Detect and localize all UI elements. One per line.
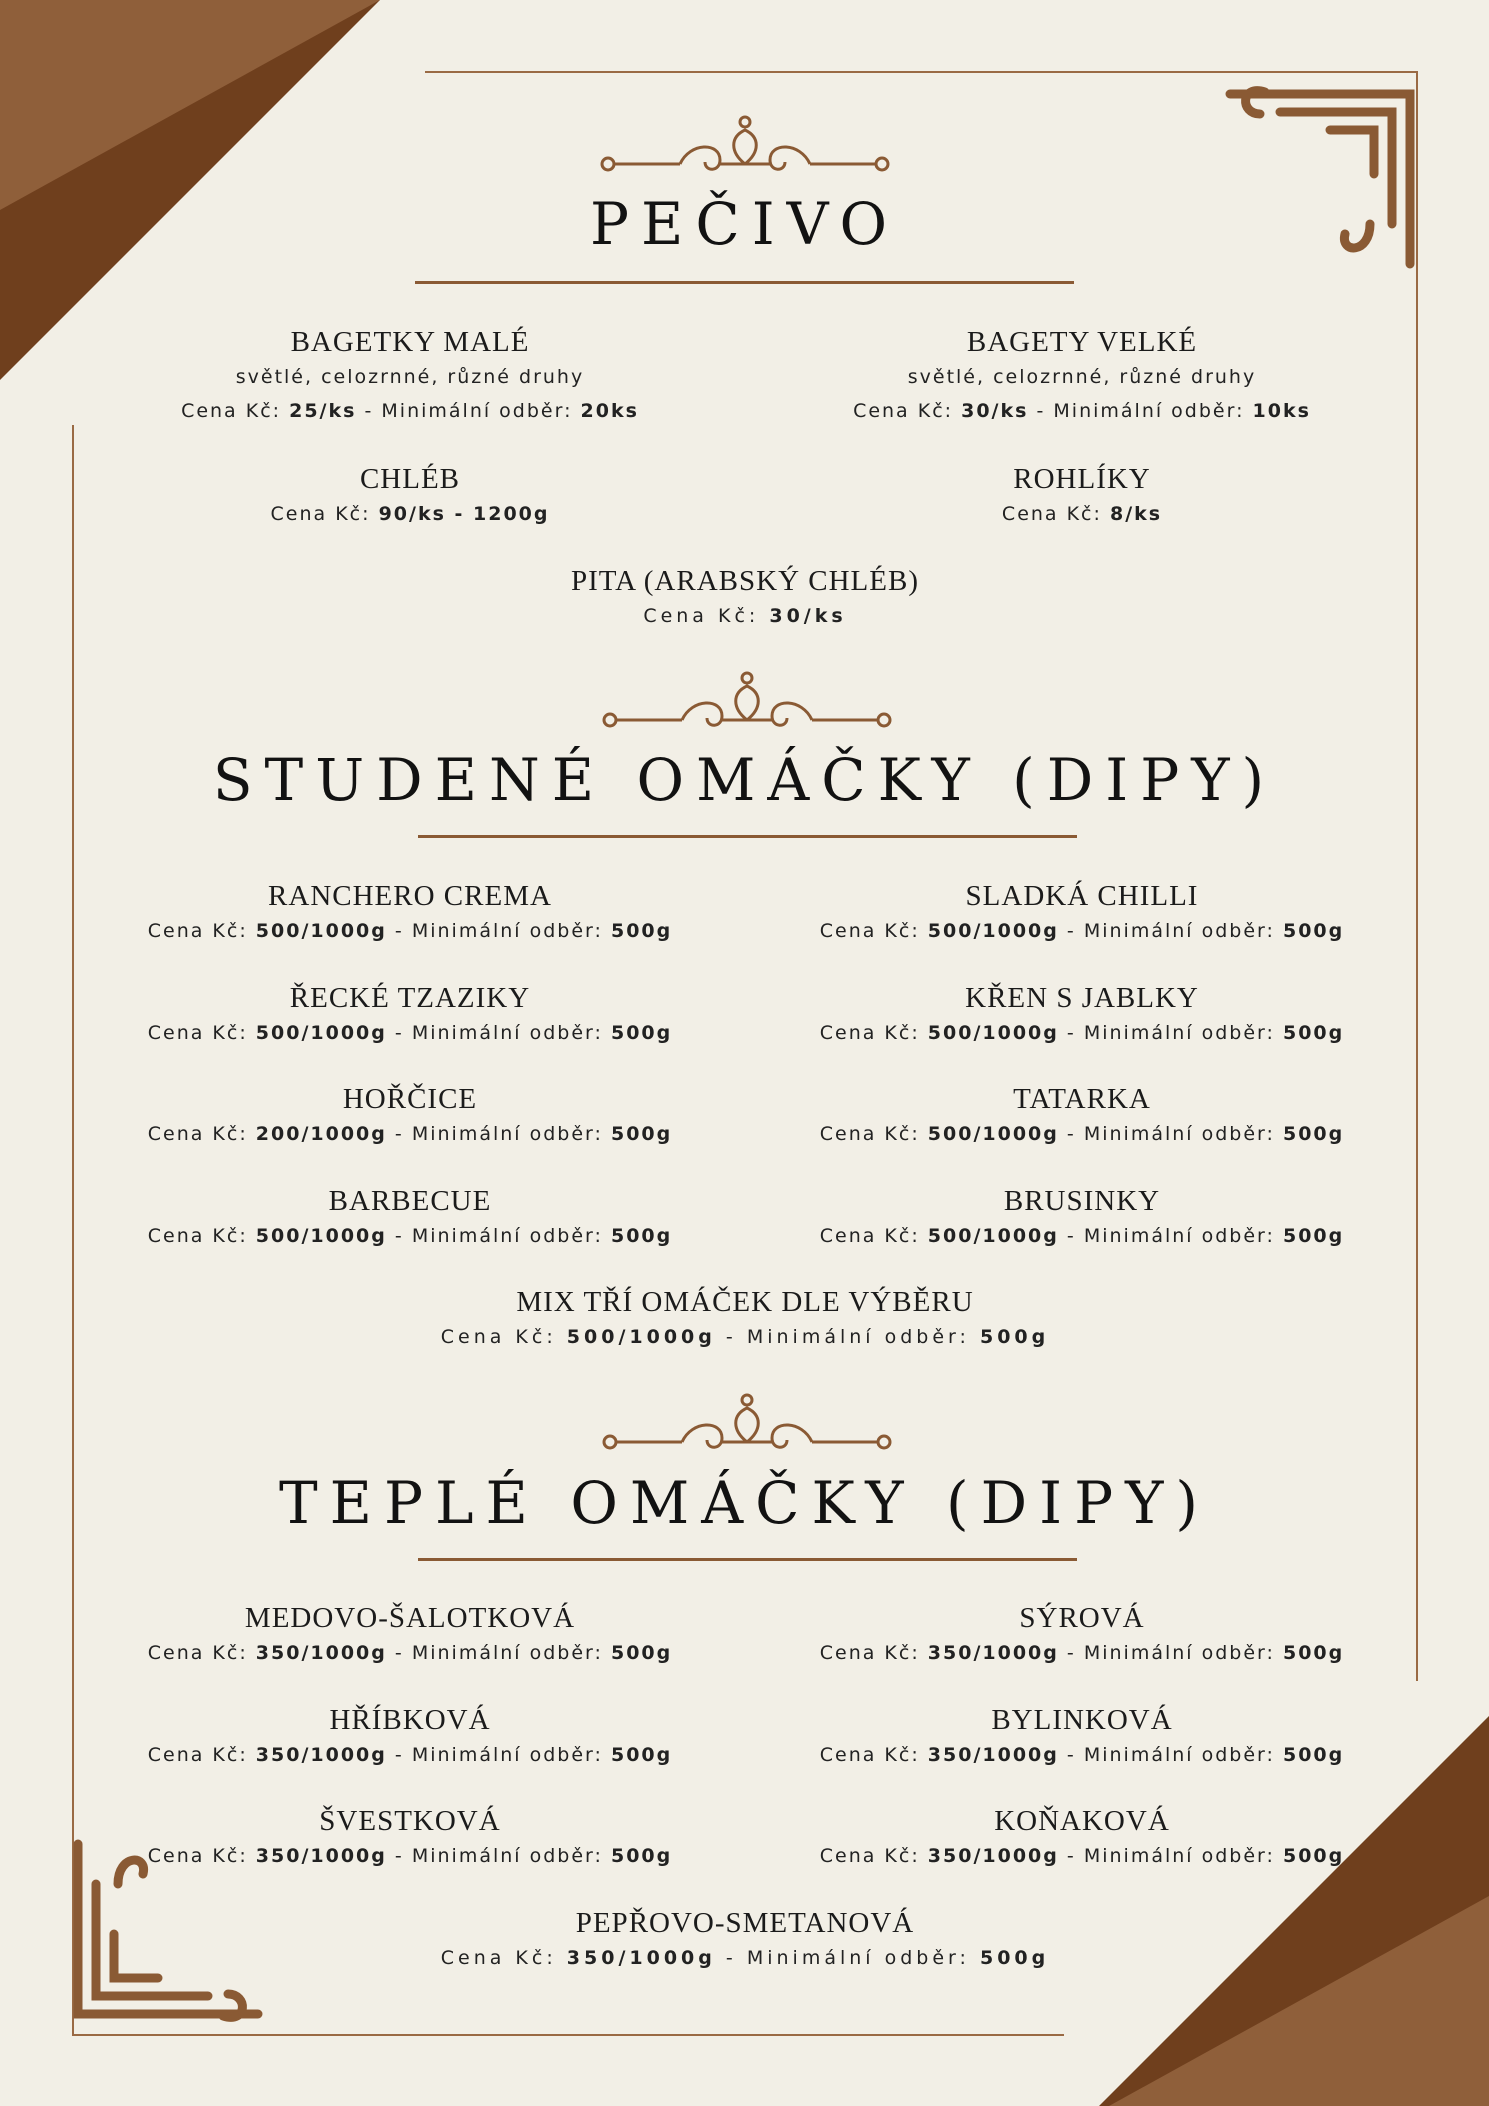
price-value: 350/1000g xyxy=(255,1845,387,1867)
item-name: BYLINKOVÁ xyxy=(991,1703,1173,1736)
item-name: KOŇAKOVÁ xyxy=(994,1805,1170,1837)
price-label: Cena Kč: xyxy=(819,1845,920,1867)
min-value: 500g xyxy=(979,1946,1050,1969)
price-label: Cena Kč: xyxy=(819,1224,920,1247)
price-value: 350/1000g xyxy=(255,1642,387,1664)
price-label: Cena Kč: xyxy=(147,1224,248,1247)
item-price xyxy=(772,1117,1392,1151)
item-name: PITA (ARABSKÝ CHLÉB) xyxy=(571,565,919,597)
menu-item xyxy=(400,1284,1090,1354)
menu-item xyxy=(100,878,720,948)
price-label: Cena Kč: xyxy=(819,1021,920,1044)
separator: - xyxy=(1066,1123,1076,1145)
min-label: Minimální odběr: xyxy=(411,920,603,942)
section-title-teple: TEPLÉ OMÁČKY (DIPY) xyxy=(278,1469,1211,1537)
ornament-divider-1 xyxy=(600,112,890,182)
price-label: Cena Kč: xyxy=(147,1845,248,1867)
min-value: 500g xyxy=(979,1326,1050,1348)
item-price xyxy=(772,1219,1392,1253)
ornament-divider-3 xyxy=(602,1390,892,1460)
price-label: Cena Kč: xyxy=(819,1642,920,1664)
menu-item xyxy=(100,1081,720,1151)
item-name: BRUSINKY xyxy=(1003,1184,1161,1217)
item-name: SÝROVÁ xyxy=(1019,1602,1145,1634)
item-name: RANCHERO CREMA xyxy=(268,880,552,912)
min-label: Minimální odběr: xyxy=(411,1021,603,1044)
item-price xyxy=(772,914,1392,948)
separator: - xyxy=(394,920,404,942)
item-name: BAGETKY MALÉ xyxy=(290,326,530,358)
frame-left-line xyxy=(72,425,74,2035)
price-value: 350/1000g xyxy=(927,1642,1059,1664)
item-name: CHLÉB xyxy=(359,463,461,495)
min-label: Minimální odběr: xyxy=(411,1123,603,1145)
item-price xyxy=(100,1117,720,1151)
min-label: Minimální odběr: xyxy=(1083,1224,1275,1247)
item-price: Cena Kč: 25/ks - Minimální odběr: 20ks xyxy=(181,400,639,422)
min-label: Minimální odběr: xyxy=(1083,1743,1275,1766)
menu-item xyxy=(100,1600,720,1670)
price-value: 500/1000g xyxy=(566,1326,716,1348)
min-label: Minimální odběr: xyxy=(746,1946,970,1969)
min-value: 500g xyxy=(1282,920,1345,942)
item-name: TATARKA xyxy=(1013,1083,1151,1115)
min-label: Minimální odběr: xyxy=(411,1642,603,1664)
item-price xyxy=(100,1839,720,1873)
item-price xyxy=(772,1636,1392,1670)
min-value: 500g xyxy=(1282,1123,1345,1145)
min-value: 500g xyxy=(1282,1224,1345,1247)
section-rule-teple xyxy=(418,1558,1077,1561)
menu-item xyxy=(772,878,1392,948)
menu-item xyxy=(400,563,1090,633)
separator: - xyxy=(394,1224,404,1247)
item-name: HŘÍBKOVÁ xyxy=(329,1703,491,1736)
min-label: Minimální odběr: xyxy=(1083,1845,1275,1867)
min-label: Minimální odběr: xyxy=(411,1845,603,1867)
item-price: Cena Kč: 30/ks - Minimální odběr: 10ks xyxy=(853,400,1311,422)
price-label: Cena Kč: xyxy=(819,1123,920,1145)
price-value: 350/1000g xyxy=(566,1946,716,1969)
min-value: 500g xyxy=(610,1642,673,1664)
min-value: 500g xyxy=(610,920,673,942)
price-label: Cena Kč: xyxy=(147,1642,248,1664)
separator: - xyxy=(1066,920,1076,942)
menu-item xyxy=(772,1600,1392,1670)
price-value: 500/1000g xyxy=(255,1224,387,1247)
item-price xyxy=(100,914,720,948)
min-value: 500g xyxy=(610,1021,673,1044)
menu-item xyxy=(100,461,720,531)
item-price xyxy=(100,1016,720,1050)
item-price xyxy=(772,1738,1392,1772)
item-name: HOŘČICE xyxy=(342,1083,478,1115)
min-label: Minimální odběr: xyxy=(411,1743,603,1766)
item-price xyxy=(772,1839,1392,1873)
menu-item xyxy=(772,1702,1392,1772)
price-label: Cena Kč: xyxy=(147,1123,248,1145)
item-name: MEDOVO-ŠALOTKOVÁ xyxy=(244,1602,576,1634)
separator: - xyxy=(1066,1021,1076,1044)
separator: - xyxy=(1066,1845,1076,1867)
item-price xyxy=(100,1219,720,1253)
min-label: Minimální odběr: xyxy=(411,1224,603,1247)
price-label: Cena Kč: xyxy=(819,1743,920,1766)
item-name: BARBECUE xyxy=(328,1184,492,1217)
item-price: Cena Kč: 90/ks - 1200g xyxy=(270,503,550,525)
menu-item xyxy=(100,980,720,1050)
separator: - xyxy=(1066,1224,1076,1247)
section-title-pecivo: PEČIVO xyxy=(589,190,900,258)
min-label: Minimální odběr: xyxy=(746,1326,970,1348)
item-name: SLADKÁ CHILLI xyxy=(965,880,1199,912)
price-label: Cena Kč: xyxy=(819,920,920,942)
item-name: KŘEN S JABLKY xyxy=(965,981,1199,1014)
menu-item xyxy=(100,1803,720,1873)
min-label: Minimální odběr: xyxy=(1083,1123,1275,1145)
min-value: 500g xyxy=(610,1123,673,1145)
price-value: 500/1000g xyxy=(255,920,387,942)
item-price xyxy=(100,1738,720,1772)
bottom-right-corner-triangle xyxy=(1099,1716,1489,2106)
price-value: 350/1000g xyxy=(255,1743,387,1766)
min-value: 500g xyxy=(1282,1642,1345,1664)
separator: - xyxy=(394,1123,404,1145)
item-price: Cena Kč: 8/ks xyxy=(1001,503,1163,525)
separator: - xyxy=(725,1946,737,1969)
price-value: 500/1000g xyxy=(927,1224,1059,1247)
min-value: 500g xyxy=(1282,1743,1345,1766)
item-name: PEPŘOVO-SMETANOVÁ xyxy=(575,1906,915,1939)
menu-item xyxy=(100,324,720,428)
separator: - xyxy=(1066,1743,1076,1766)
min-label: Minimální odběr: xyxy=(1083,1021,1275,1044)
item-price xyxy=(400,1941,1090,1975)
separator: - xyxy=(394,1642,404,1664)
menu-item xyxy=(772,461,1392,531)
menu-item xyxy=(100,1702,720,1772)
price-value: 350/1000g xyxy=(927,1845,1059,1867)
price-label: Cena Kč: xyxy=(440,1946,557,1969)
separator: - xyxy=(725,1326,737,1348)
menu-item xyxy=(772,980,1392,1050)
price-value: 350/1000g xyxy=(927,1743,1059,1766)
menu-item xyxy=(772,1081,1392,1151)
separator: - xyxy=(394,1021,404,1044)
frame-top-line xyxy=(425,71,1417,73)
item-price xyxy=(400,1320,1090,1354)
price-value: 500/1000g xyxy=(927,920,1059,942)
min-value: 500g xyxy=(610,1845,673,1867)
min-value: 500g xyxy=(1282,1021,1345,1044)
price-label: Cena Kč: xyxy=(440,1326,557,1348)
price-value: 500/1000g xyxy=(255,1021,387,1044)
item-price xyxy=(772,1016,1392,1050)
item-description: světlé, celozrnné, různé druhy xyxy=(235,366,585,388)
item-name: ŘECKÉ TZAZIKY xyxy=(289,981,531,1014)
item-name: MIX TŘÍ OMÁČEK DLE VÝBĚRU xyxy=(516,1286,974,1318)
min-value: 500g xyxy=(610,1743,673,1766)
price-label: Cena Kč: xyxy=(147,1743,248,1766)
menu-item xyxy=(100,1183,720,1253)
min-label: Minimální odběr: xyxy=(1083,1642,1275,1664)
item-price xyxy=(100,1636,720,1670)
menu-item xyxy=(772,1183,1392,1253)
section-rule-pecivo xyxy=(415,281,1074,284)
separator: - xyxy=(394,1743,404,1766)
price-value: 200/1000g xyxy=(255,1123,387,1145)
frame-bottom-line xyxy=(72,2034,1064,2036)
separator: - xyxy=(1066,1642,1076,1664)
ornament-divider-2 xyxy=(602,668,892,738)
item-name: ŠVESTKOVÁ xyxy=(319,1805,501,1837)
price-value: 500/1000g xyxy=(927,1021,1059,1044)
item-price: Cena Kč: 30/ks xyxy=(643,605,847,627)
menu-item xyxy=(772,324,1392,428)
price-label: Cena Kč: xyxy=(147,1021,248,1044)
frame-right-line xyxy=(1416,71,1418,1681)
min-value: 500g xyxy=(1282,1845,1345,1867)
section-rule-studene xyxy=(418,835,1077,838)
min-label: Minimální odběr: xyxy=(1083,920,1275,942)
menu-item xyxy=(772,1803,1392,1873)
price-value: 500/1000g xyxy=(927,1123,1059,1145)
section-title-studene: STUDENÉ OMÁČKY (DIPY) xyxy=(212,746,1277,814)
item-name: BAGETY VELKÉ xyxy=(966,326,1198,358)
item-name: ROHLÍKY xyxy=(1013,463,1151,495)
separator: - xyxy=(394,1845,404,1867)
item-description: světlé, celozrnné, různé druhy xyxy=(907,366,1257,388)
menu-item xyxy=(400,1905,1090,1975)
min-value: 500g xyxy=(610,1224,673,1247)
price-label: Cena Kč: xyxy=(147,920,248,942)
